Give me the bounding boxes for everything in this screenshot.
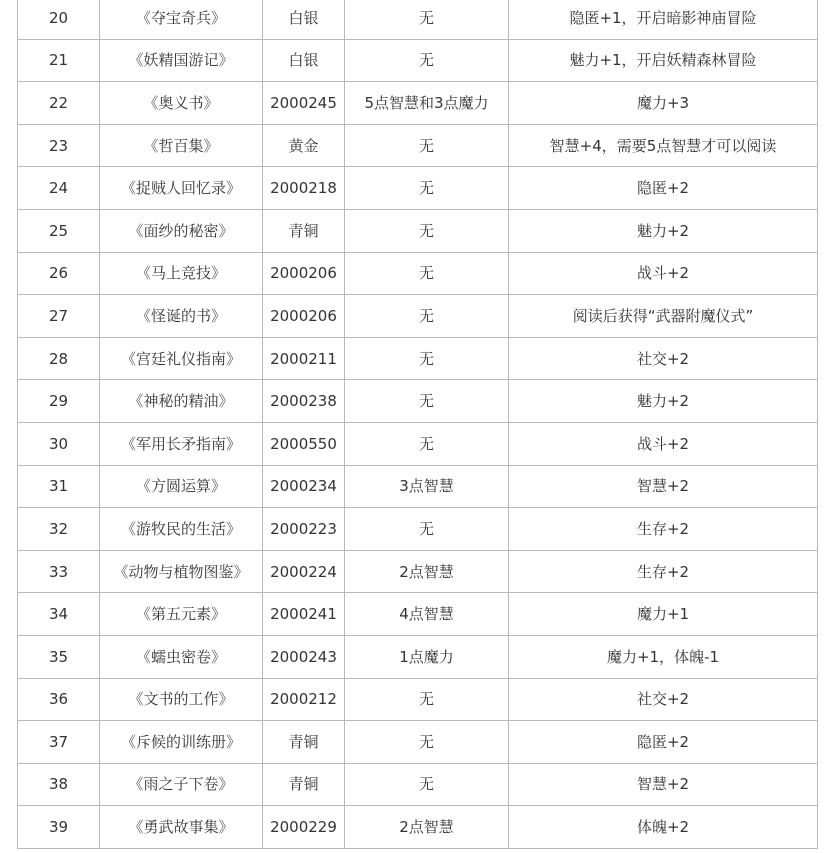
book-title-cell: 《神秘的精油》: [100, 380, 263, 423]
table-row: [18, 337, 818, 380]
effect-cell: 阅读后获得“武器附魔仪式”: [509, 295, 818, 338]
book-title-cell: 《哲百集》: [100, 124, 263, 167]
row-number-cell: 29: [18, 380, 100, 423]
source-cell: 黄金: [263, 124, 345, 167]
book-title-cell: 《面纱的秘密》: [100, 209, 263, 252]
effect-cell: 体魄+2: [509, 806, 818, 849]
row-number-cell: 39: [18, 806, 100, 849]
book-title-cell: 《夺宝奇兵》: [100, 0, 263, 39]
source-cell: 2000243: [263, 635, 345, 678]
requirement-cell: 无: [345, 337, 509, 380]
row-number-cell: 31: [18, 465, 100, 508]
effect-cell: 智慧+2: [509, 763, 818, 806]
requirement-cell: 无: [345, 721, 509, 764]
table-row: [18, 763, 818, 806]
source-cell: 青铜: [263, 209, 345, 252]
requirement-cell: 无: [345, 0, 509, 39]
requirement-cell: 无: [345, 167, 509, 210]
row-number-cell: 30: [18, 422, 100, 465]
source-cell: 2000550: [263, 422, 345, 465]
table-row: [18, 209, 818, 252]
source-cell: 2000229: [263, 806, 345, 849]
table-row: [18, 39, 818, 82]
requirement-cell: 5点智慧和3点魔力: [345, 82, 509, 125]
source-cell: 2000218: [263, 167, 345, 210]
source-cell: 2000238: [263, 380, 345, 423]
book-title-cell: 《捉贼人回忆录》: [100, 167, 263, 210]
effect-cell: 魅力+2: [509, 209, 818, 252]
book-title-cell: 《妖精国游记》: [100, 39, 263, 82]
source-cell: 2000234: [263, 465, 345, 508]
book-table: [17, 0, 818, 849]
row-number-cell: 22: [18, 82, 100, 125]
row-number-cell: 20: [18, 0, 100, 39]
table-row: [18, 550, 818, 593]
table-row: [18, 252, 818, 295]
effect-cell: 魔力+1: [509, 593, 818, 636]
row-number-cell: 27: [18, 295, 100, 338]
table-row: [18, 124, 818, 167]
book-title-cell: 《雨之子下卷》: [100, 763, 263, 806]
effect-cell: 战斗+2: [509, 252, 818, 295]
effect-cell: 智慧+2: [509, 465, 818, 508]
requirement-cell: 无: [345, 209, 509, 252]
table-row: [18, 82, 818, 125]
source-cell: 2000241: [263, 593, 345, 636]
book-title-cell: 《游牧民的生活》: [100, 508, 263, 551]
book-title-cell: 《动物与植物图鉴》: [100, 550, 263, 593]
table-row: [18, 295, 818, 338]
table-row: [18, 678, 818, 721]
requirement-cell: 4点智慧: [345, 593, 509, 636]
row-number-cell: 28: [18, 337, 100, 380]
book-table-body: [18, 0, 818, 848]
row-number-cell: 24: [18, 167, 100, 210]
effect-cell: 魔力+1，体魄-1: [509, 635, 818, 678]
table-row: [18, 167, 818, 210]
requirement-cell: 无: [345, 39, 509, 82]
book-title-cell: 《奥义书》: [100, 82, 263, 125]
effect-cell: 隐匿+1，开启暗影神庙冒险: [509, 0, 818, 39]
source-cell: 2000223: [263, 508, 345, 551]
effect-cell: 魅力+1，开启妖精森林冒险: [509, 39, 818, 82]
table-row: [18, 806, 818, 849]
effect-cell: 生存+2: [509, 550, 818, 593]
table-row: [18, 0, 818, 39]
requirement-cell: 无: [345, 252, 509, 295]
row-number-cell: 25: [18, 209, 100, 252]
requirement-cell: 无: [345, 678, 509, 721]
table-row: [18, 508, 818, 551]
effect-cell: 魅力+2: [509, 380, 818, 423]
source-cell: 2000211: [263, 337, 345, 380]
book-title-cell: 《宫廷礼仪指南》: [100, 337, 263, 380]
source-cell: 白银: [263, 39, 345, 82]
book-title-cell: 《方圆运算》: [100, 465, 263, 508]
row-number-cell: 32: [18, 508, 100, 551]
requirement-cell: 2点智慧: [345, 806, 509, 849]
book-title-cell: 《文书的工作》: [100, 678, 263, 721]
book-title-cell: 《怪诞的书》: [100, 295, 263, 338]
source-cell: 2000224: [263, 550, 345, 593]
table-row: [18, 721, 818, 764]
effect-cell: 魔力+3: [509, 82, 818, 125]
effect-cell: 社交+2: [509, 337, 818, 380]
effect-cell: 隐匿+2: [509, 167, 818, 210]
row-number-cell: 34: [18, 593, 100, 636]
row-number-cell: 26: [18, 252, 100, 295]
book-title-cell: 《斥候的训练册》: [100, 721, 263, 764]
source-cell: 白银: [263, 0, 345, 39]
effect-cell: 社交+2: [509, 678, 818, 721]
effect-cell: 智慧+4，需要5点智慧才可以阅读: [509, 124, 818, 167]
book-title-cell: 《蠕虫密卷》: [100, 635, 263, 678]
book-title-cell: 《第五元素》: [100, 593, 263, 636]
source-cell: 2000206: [263, 252, 345, 295]
source-cell: 青铜: [263, 721, 345, 764]
table-row: [18, 635, 818, 678]
book-title-cell: 《勇武故事集》: [100, 806, 263, 849]
row-number-cell: 23: [18, 124, 100, 167]
requirement-cell: 2点智慧: [345, 550, 509, 593]
source-cell: 2000245: [263, 82, 345, 125]
row-number-cell: 35: [18, 635, 100, 678]
row-number-cell: 37: [18, 721, 100, 764]
requirement-cell: 无: [345, 380, 509, 423]
requirement-cell: 无: [345, 763, 509, 806]
effect-cell: 生存+2: [509, 508, 818, 551]
row-number-cell: 33: [18, 550, 100, 593]
table-row: [18, 465, 818, 508]
requirement-cell: 无: [345, 295, 509, 338]
source-cell: 青铜: [263, 763, 345, 806]
table-row: [18, 593, 818, 636]
book-title-cell: 《马上竞技》: [100, 252, 263, 295]
requirement-cell: 1点魔力: [345, 635, 509, 678]
requirement-cell: 3点智慧: [345, 465, 509, 508]
requirement-cell: 无: [345, 508, 509, 551]
row-number-cell: 36: [18, 678, 100, 721]
row-number-cell: 38: [18, 763, 100, 806]
requirement-cell: 无: [345, 124, 509, 167]
effect-cell: 战斗+2: [509, 422, 818, 465]
effect-cell: 隐匿+2: [509, 721, 818, 764]
table-row: [18, 380, 818, 423]
source-cell: 2000206: [263, 295, 345, 338]
book-title-cell: 《军用长矛指南》: [100, 422, 263, 465]
table-row: [18, 422, 818, 465]
source-cell: 2000212: [263, 678, 345, 721]
row-number-cell: 21: [18, 39, 100, 82]
requirement-cell: 无: [345, 422, 509, 465]
